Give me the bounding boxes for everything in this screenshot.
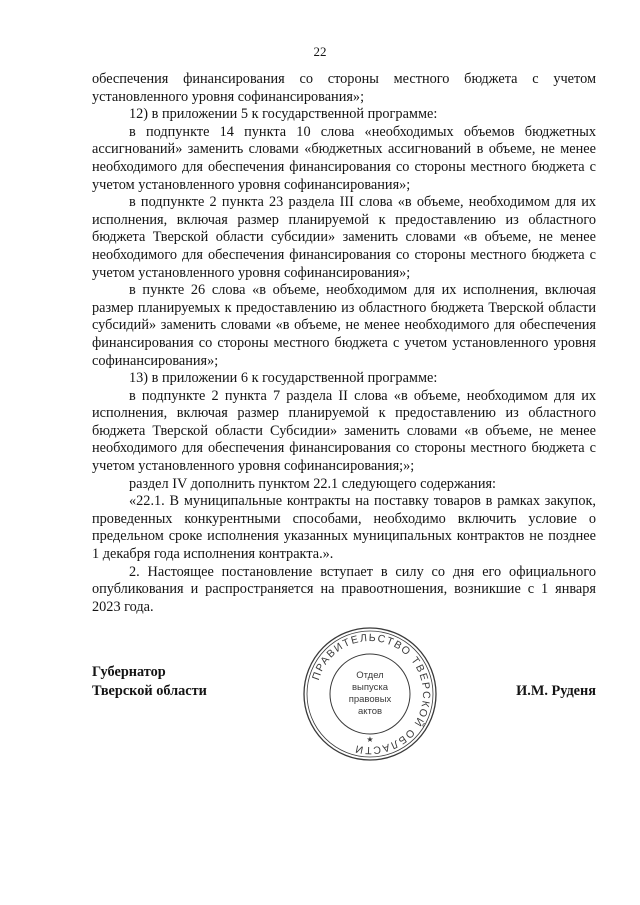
official-stamp	[302, 626, 438, 762]
stamp-star-icon: ★	[366, 735, 374, 744]
stamp-center-line: правовых	[348, 694, 392, 705]
stamp-center-text	[340, 664, 400, 724]
page-number: 22	[313, 44, 327, 59]
paragraph: 13) в приложении 6 к государственной программе:	[129, 370, 438, 387]
paragraph: 12) в приложении 5 к государственной программе:	[129, 106, 438, 123]
signatory-title-line: Губернатор	[92, 664, 166, 680]
paragraph: в пункте 26 слова «в объеме, необходимом для их исполнения, включая размер планируемых к предоставлению из областного бюджета Тверской области субсидий» заменить словами «в объеме, не менее необходимого для обеспечения финансирования со стороны местного бюджета с учетом установленного уровня софинансирования»;	[92, 282, 596, 369]
stamp-center-line: актов	[357, 706, 383, 717]
document-body	[92, 71, 596, 616]
paragraph: в подпункте 2 пункта 23 раздела III слова «в объеме, необходимом для их исполнения, включая размер планируемой к предоставлению из областного бюджета Тверской области субсидии» заменить словами «в объеме, не менее необходимого для обеспечения финансирования со стороны местного бюджета с учетом установленного уровня софинансирования»;	[92, 194, 596, 281]
stamp-center-line: Отдел	[356, 670, 384, 681]
paragraph: в подпункте 14 пункта 10 слова «необходимых объемов бюджетных ассигнований» заменить словами «бюджетных ассигнований в объеме, не менее необходимого для обеспечения финансирования со стороны местного бюджета с учетом установленного уровня софинансирования»;	[92, 123, 596, 193]
paragraph: «22.1. В муниципальные контракты на поставку товаров в рамках закупок, проведенных конкурентными способами, необходимо включить условие о предельном сроке исполнения указанных муниципальных контрактов не позднее 1 декабря года исполнения контракта.».	[92, 493, 596, 563]
stamp-center-line: выпуска	[351, 682, 389, 693]
paragraph: в подпункте 2 пункта 7 раздела II слова «в объеме, необходимом для их исполнения, включая размер планируемой к предоставлению из областного бюджета Тверской области Субсидии» заменить словами «в объеме, не менее необходимого для обеспечения финансирования со стороны местного бюджета с учетом установленного уровня софинансирования;»;	[92, 387, 596, 475]
paragraph: обеспечения финансирования со стороны местного бюджета с учетом установленного уровня софинансирования»;	[92, 71, 596, 105]
paragraph: раздел IV дополнить пунктом 22.1 следующего содержания:	[129, 475, 497, 492]
signatory-name: И.М. Руденя	[516, 683, 596, 699]
signatory-title-line: Тверской области	[92, 683, 207, 699]
stamp-ring-text: ПРАВИТЕЛЬСТВО ТВЕРСКОЙ ОБЛАСТИ	[309, 631, 433, 757]
signatory-title	[92, 663, 207, 701]
paragraph: 2. Настоящее постановление вступает в силу со дня его официального опубликования и распространяется на правоотношения, возникшие с 1 января 2023 года.	[92, 563, 596, 615]
